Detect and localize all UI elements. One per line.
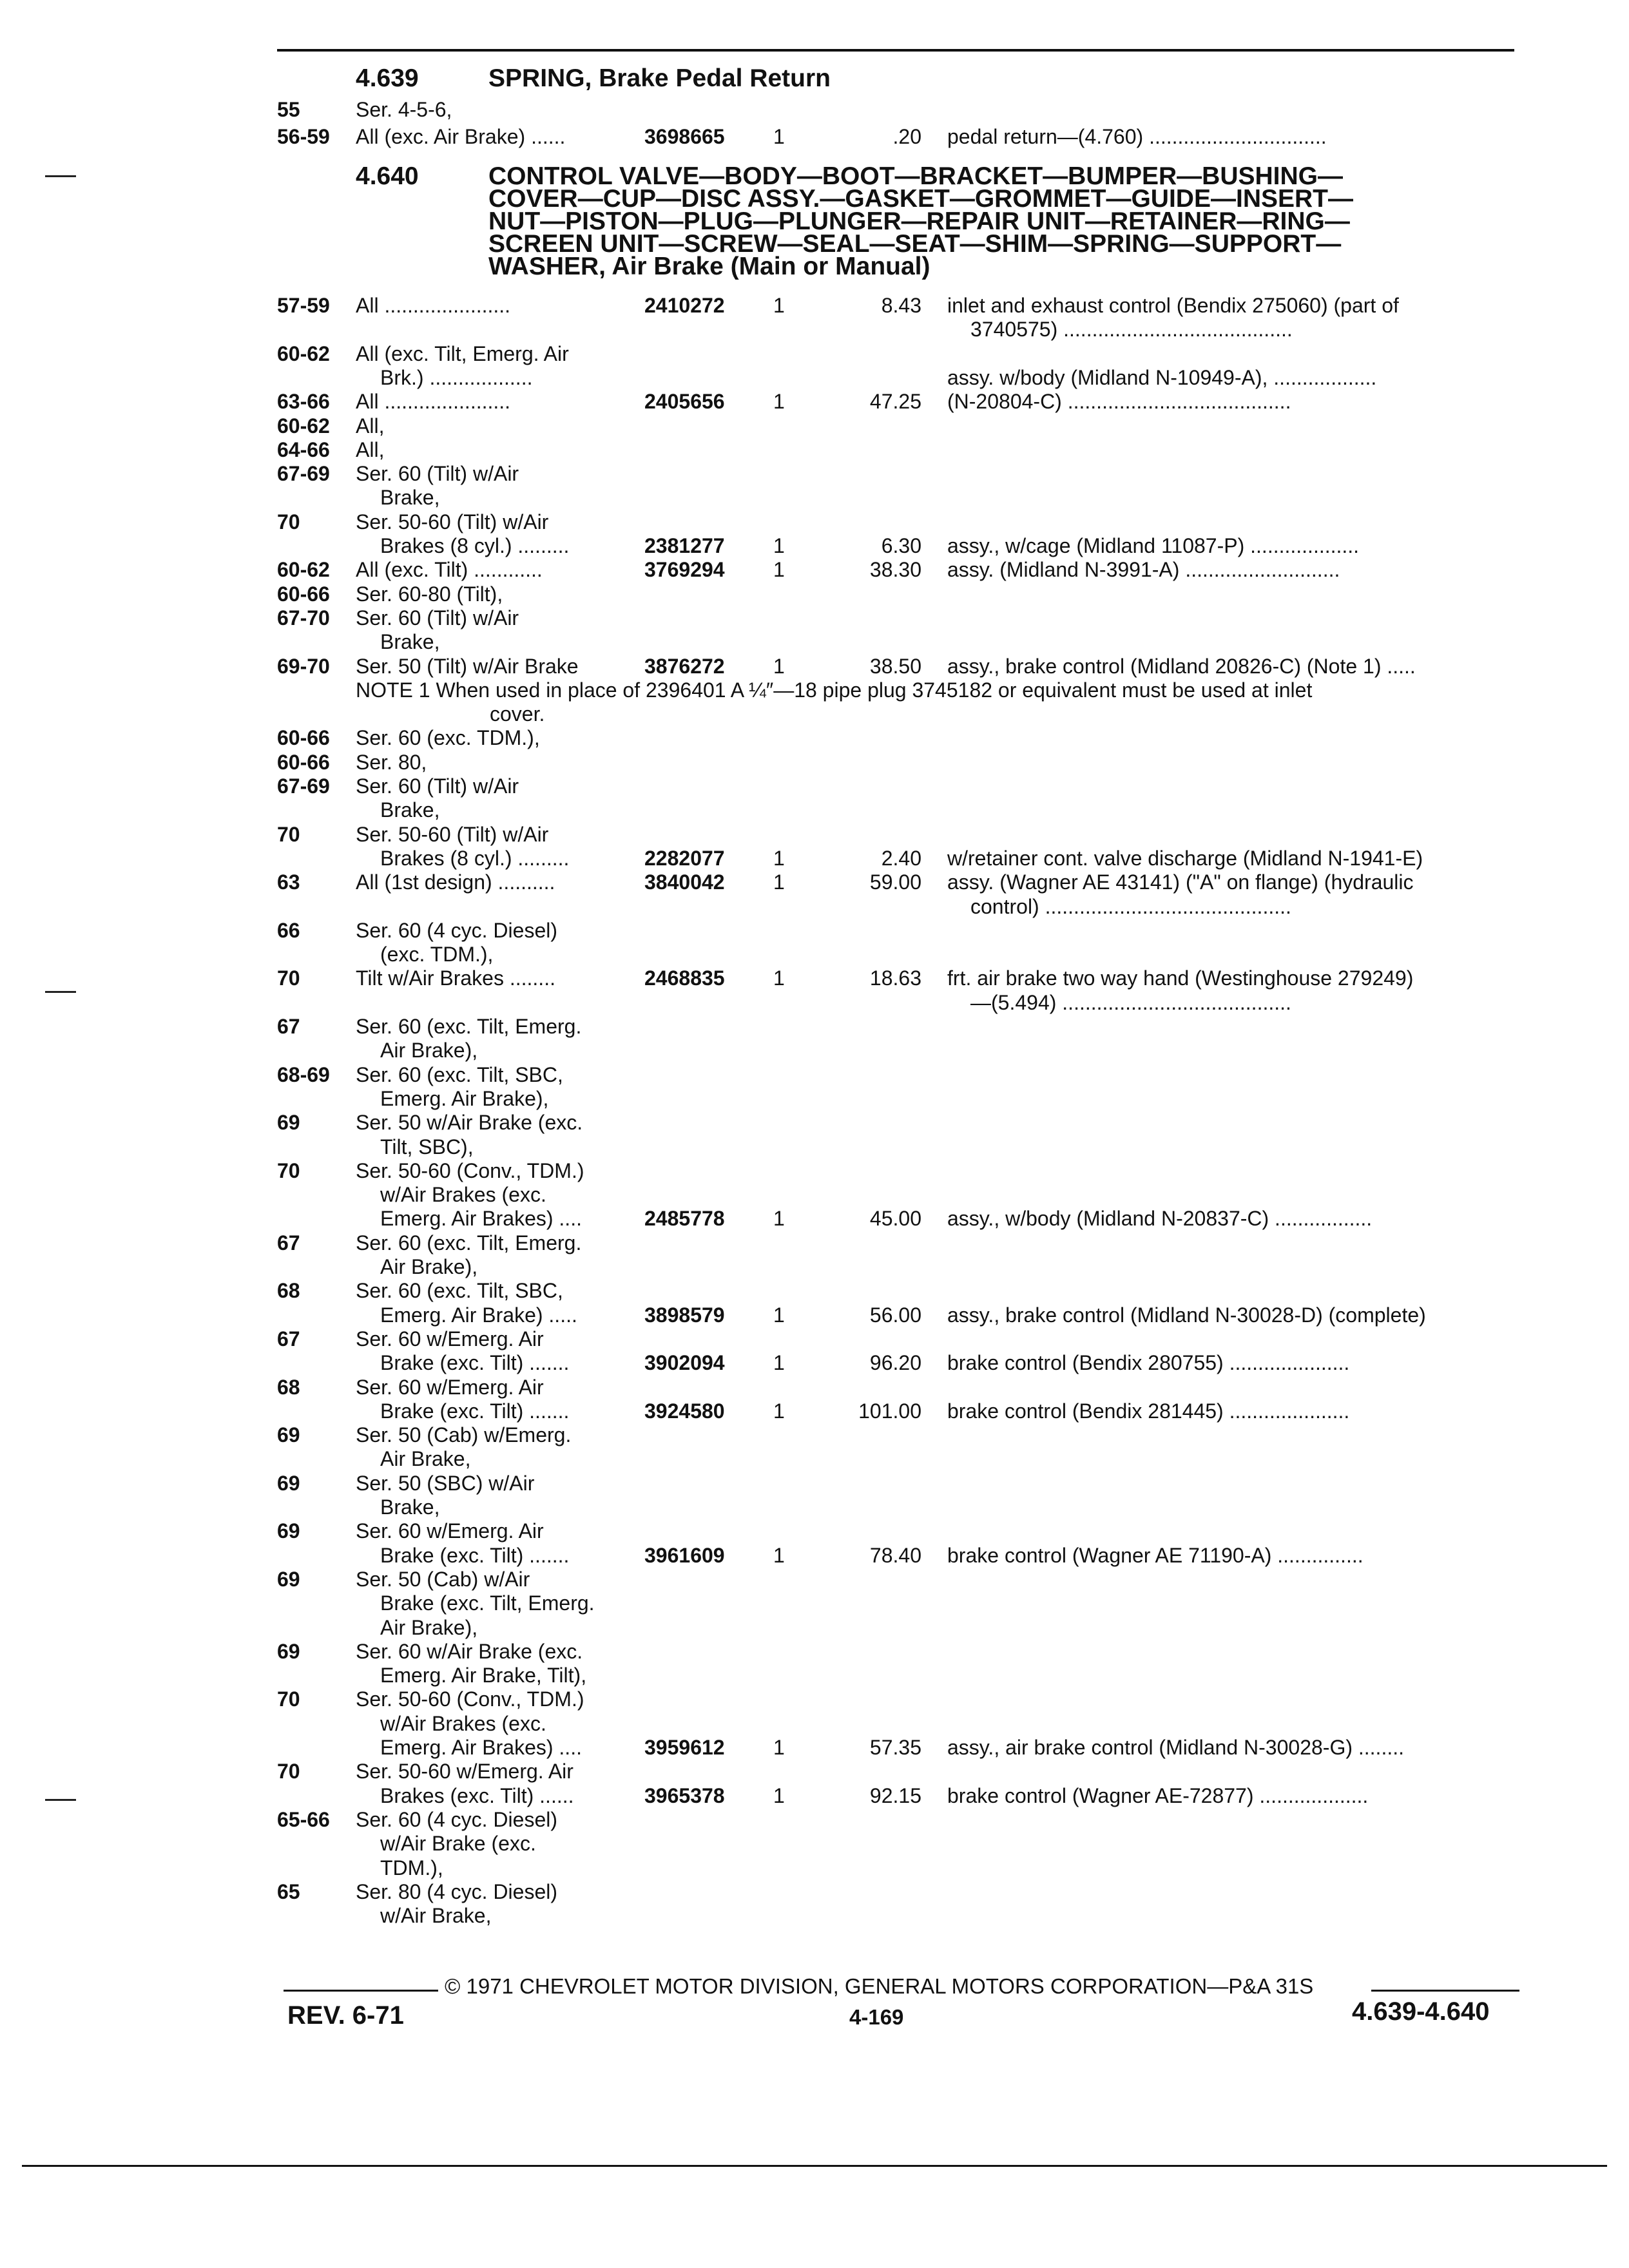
description: Ser. 80 (4 cyc. Diesel) [356,1879,557,1903]
model-years: 69 [277,1423,300,1447]
section-title-line: SCREEN UNIT—SCREW—SEAL—SEAT—SHIM—SPRING—SUPPORT— [488,230,1342,258]
description: All (1st design) .......... [356,870,555,894]
description: Emerg. Air Brake) ..... [380,1303,577,1327]
description: w/Air Brake (exc. [380,1832,536,1856]
table-row [0,558,1629,582]
quantity: 1 [773,294,785,317]
bottom-rule [22,2165,1607,2167]
model-years: 69 [277,1471,300,1495]
quantity: 1 [773,654,785,678]
footer-rule [284,1990,438,1992]
note-text: NOTE 1 When used in place of 2396401 A ¼″—18 pipe plug 3745182 or equivalent must be used at inlet [356,678,1313,702]
table-row [0,726,1629,751]
description: Ser. 50-60 w/Emerg. Air [356,1760,574,1783]
description: Ser. 80, [356,750,427,774]
part-note: w/retainer cont. valve discharge (Midland N-1941-E) [947,846,1423,870]
model-years: 70 [277,966,300,990]
part-number: 3924580 [644,1399,725,1423]
description: w/Air Brakes (exc. [380,1711,546,1735]
description: All ...................... [356,390,511,414]
table-row [0,798,1629,823]
table-row [0,1039,1629,1063]
model-years: 68 [277,1375,300,1399]
price: 47.25 [869,390,921,414]
table-row [0,582,1629,607]
table-row [0,1544,1629,1568]
description: Ser. 50 (Cab) w/Air [356,1567,530,1591]
model-years: 70 [277,1158,300,1182]
model-years: 70 [277,510,300,533]
table-row [0,870,1629,895]
model-years: 63-66 [277,390,330,414]
model-years: 69 [277,1567,300,1591]
table-row [0,702,1629,727]
description: All, [356,437,385,461]
part-note: assy. (Wagner AE 43141) ("A" on flange) (hydraulic [947,870,1414,894]
price: 78.40 [869,1543,921,1567]
table-row [0,630,1629,655]
model-years: 68 [277,1279,300,1303]
part-note: assy., w/cage (Midland 11087-P) ................... [947,534,1360,557]
part-note: 3740575) ........................................ [970,318,1293,341]
table-row [0,847,1629,871]
table-row [0,678,1629,703]
description: Ser. 60-80 (Tilt), [356,582,503,606]
table-row [0,1784,1629,1809]
description: Ser. 60 (4 cyc. Diesel) [356,1807,557,1831]
description: Brakes (8 cyl.) ......... [380,534,570,557]
model-years: 56-59 [277,125,330,148]
table-row [0,1904,1629,1928]
description: Air Brake, [380,1447,471,1471]
description: Brakes (exc. Tilt) ...... [380,1783,574,1807]
section-title-line: CONTROL VALVE—BODY—BOOT—BRACKET—BUMPER—BUSHING— [488,162,1344,190]
description: Ser. 50-60 (Tilt) w/Air [356,822,549,846]
table-row [0,1376,1629,1400]
table-row [0,1063,1629,1088]
table-row [0,1159,1629,1184]
price: 59.00 [869,870,921,894]
description: Ser. 50-60 (Tilt) w/Air [356,510,549,533]
price: 8.43 [881,294,921,317]
part-note: assy., brake control (Midland N-30028-D) (complete) [947,1303,1426,1327]
model-years: 69 [277,1111,300,1135]
model-years: 67-70 [277,606,330,629]
table-row [0,1351,1629,1376]
model-years: 69 [277,1639,300,1663]
description: Ser. 60 (Tilt) w/Air [356,606,519,629]
table-row [0,655,1629,679]
price: 96.20 [869,1351,921,1375]
model-years: 70 [277,822,300,846]
part-number: 3959612 [644,1736,725,1759]
part-number: 2381277 [644,534,725,557]
table-row [0,1303,1629,1328]
part-number: 3965378 [644,1783,725,1807]
quantity: 1 [773,1736,785,1759]
description: Emerg. Air Brakes) .... [380,1736,582,1759]
table-row [0,895,1629,919]
section-title: SPRING, Brake Pedal Return [488,64,831,92]
table-row [0,1423,1629,1448]
table-row [0,1135,1629,1160]
description: Brake, [380,1495,440,1519]
part-note: frt. air brake two way hand (Westinghouse 279249) [947,966,1414,990]
quantity: 1 [773,846,785,870]
part-number: 3961609 [644,1543,725,1567]
model-years: 69 [277,1519,300,1543]
part-note: brake control (Wagner AE 71190-A) ............... [947,1543,1364,1567]
description: Ser. 50 w/Air Brake (exc. [356,1111,583,1135]
description: Ser. 60 (Tilt) w/Air [356,462,519,486]
quantity: 1 [773,125,785,148]
table-row [0,1687,1629,1712]
table-row [0,1760,1629,1784]
table-row [0,534,1629,559]
table-row [0,1664,1629,1688]
description: Brake, [380,486,440,510]
model-years: 55 [277,98,300,121]
table-row [0,414,1629,439]
table-row [0,991,1629,1015]
part-number: 3698665 [644,125,725,148]
table-row [0,1519,1629,1544]
section-range: 4.639-4.640 [1352,1997,1490,2026]
quantity: 1 [773,390,785,414]
description: All (exc. Air Brake) ...... [356,125,566,148]
part-note: control) ........................................... [970,894,1291,918]
table-row [0,1712,1629,1736]
section-title [488,162,1353,280]
model-years: 60-62 [277,341,330,365]
table-row [0,1736,1629,1760]
table-row [0,1808,1629,1832]
table-row [0,294,1629,318]
part-number: 3769294 [644,558,725,582]
table-row [0,1111,1629,1135]
description: Brk.) .................. [380,365,533,389]
model-years: 67 [277,1015,300,1038]
table-row [0,1832,1629,1856]
model-years: 69-70 [277,654,330,678]
description: Tilt, SBC), [380,1135,474,1158]
model-years: 60-66 [277,750,330,774]
table-row [0,751,1629,775]
model-years: 57-59 [277,294,330,317]
top-rule [277,49,1514,52]
part-number: 2468835 [644,966,725,990]
description: Emerg. Air Brake, Tilt), [380,1664,587,1687]
description: All ...................... [356,294,511,317]
table-row [0,1447,1629,1472]
part-note: assy., w/body (Midland N-20837-C) ................. [947,1207,1373,1231]
page-number: 4-169 [849,2005,904,2029]
quantity: 1 [773,966,785,990]
description: Air Brake), [380,1615,478,1639]
description: Ser. 60 w/Emerg. Air [356,1375,544,1399]
model-years: 70 [277,1687,300,1711]
model-years: 70 [277,1760,300,1783]
table-row [0,823,1629,847]
model-years: 60-62 [277,558,330,582]
description: Ser. 60 w/Emerg. Air [356,1327,544,1350]
part-note: assy. (Midland N-3991-A) ........................... [947,558,1340,582]
description: Ser. 60 w/Emerg. Air [356,1519,544,1543]
price: 6.30 [881,534,921,557]
description: TDM.), [380,1856,443,1879]
table-row [0,1183,1629,1207]
description: Ser. 60 (Tilt) w/Air [356,774,519,798]
description: Air Brake), [380,1039,478,1062]
price: 38.50 [869,654,921,678]
table-row [0,1255,1629,1280]
table-row [0,342,1629,367]
price: 2.40 [881,846,921,870]
description: Ser. 50-60 (Conv., TDM.) [356,1158,584,1182]
table-row [0,1279,1629,1303]
table-row [0,390,1629,414]
table-row [0,125,1629,149]
table-row [0,1399,1629,1424]
part-number: 2485778 [644,1207,725,1231]
price: 57.35 [869,1736,921,1759]
table-row [0,1568,1629,1592]
part-note: assy., brake control (Midland 20826-C) (Note 1) ..... [947,654,1416,678]
section-number: 4.640 [356,162,419,190]
part-note: brake control (Bendix 281445) ..................... [947,1399,1350,1423]
description: Ser. 50 (SBC) w/Air [356,1471,535,1495]
margin-tick [45,175,76,177]
description: Ser. 60 w/Air Brake (exc. [356,1639,583,1663]
description: Ser. 60 (exc. Tilt, Emerg. [356,1015,582,1038]
part-note: inlet and exhaust control (Bendix 275060) (part of [947,294,1399,317]
quantity: 1 [773,1303,785,1327]
section-title-line: COVER—CUP—DISC ASSY.—GASKET—GROMMET—GUIDE—INSERT— [488,185,1353,213]
description: Emerg. Air Brakes) .... [380,1207,582,1231]
price: 18.63 [869,966,921,990]
description: All (exc. Tilt, Emerg. Air [356,341,569,365]
revision-label: REV. 6-71 [287,2001,404,2030]
price: 38.30 [869,558,921,582]
model-years: 63 [277,870,300,894]
quantity: 1 [773,1543,785,1567]
quantity: 1 [773,558,785,582]
description: Brake, [380,630,440,654]
description: Ser. 60 (4 cyc. Diesel) [356,918,557,942]
model-years: 67-69 [277,462,330,486]
part-number: 2410272 [644,294,725,317]
price: 45.00 [869,1207,921,1231]
description: Air Brake), [380,1255,478,1278]
description: All (exc. Tilt) ............ [356,558,543,582]
description: Ser. 60 (exc. Tilt, Emerg. [356,1231,582,1254]
section-title-line: NUT—PISTON—PLUG—PLUNGER—REPAIR UNIT—RETAINER—RING— [488,207,1350,235]
table-row [0,774,1629,799]
quantity: 1 [773,1783,785,1807]
model-years: 67-69 [277,774,330,798]
copyright-line: © 1971 CHEVROLET MOTOR DIVISION, GENERAL MOTORS CORPORATION—P&A 31S [445,1974,1314,1998]
note-text: cover. [490,702,545,726]
part-note: assy., air brake control (Midland N-30028-G) ........ [947,1736,1404,1759]
part-number: 3876272 [644,654,725,678]
part-note: pedal return—(4.760) ............................... [947,125,1327,148]
description: Ser. 50 (Cab) w/Emerg. [356,1423,572,1447]
table-row [0,1495,1629,1520]
part-number: 3898579 [644,1303,725,1327]
description: Ser. 4-5-6, [356,98,452,121]
table-row [0,1616,1629,1640]
table-row [0,1231,1629,1256]
description: Ser. 50 (Tilt) w/Air Brake [356,654,579,678]
price: 92.15 [869,1783,921,1807]
model-years: 65-66 [277,1807,330,1831]
description: Brake, [380,798,440,822]
quantity: 1 [773,1399,785,1423]
description: Brake (exc. Tilt) ....... [380,1351,570,1375]
quantity: 1 [773,534,785,557]
description: Brakes (8 cyl.) ......... [380,846,570,870]
description: w/Air Brake, [380,1904,492,1928]
table-row [0,919,1629,943]
table-row [0,318,1629,342]
description: Brake (exc. Tilt) ....... [380,1543,570,1567]
table-row [0,98,1629,122]
table-row [0,510,1629,535]
description: Brake (exc. Tilt) ....... [380,1399,570,1423]
section-title-line: WASHER, Air Brake (Main or Manual) [488,253,930,280]
part-note: brake control (Wagner AE-72877) ................... [947,1783,1369,1807]
price: 56.00 [869,1303,921,1327]
table-row [0,1015,1629,1039]
table-row [0,1591,1629,1616]
footer-rule [1371,1990,1519,1992]
price: .20 [892,125,921,148]
model-years: 60-66 [277,726,330,750]
part-number: 2405656 [644,390,725,414]
part-number: 2282077 [644,846,725,870]
table-row [0,1327,1629,1352]
part-note: —(5.494) ........................................ [970,990,1291,1014]
quantity: 1 [773,1207,785,1231]
description: (exc. TDM.), [380,943,494,966]
part-note: assy. w/body (Midland N-10949-A), .................. [947,365,1377,389]
table-row [0,1640,1629,1664]
model-years: 67 [277,1231,300,1254]
description: Ser. 60 (exc. TDM.), [356,726,540,750]
quantity: 1 [773,1351,785,1375]
table-row [0,1207,1629,1231]
table-row [0,943,1629,967]
model-years: 65 [277,1879,300,1903]
model-years: 60-66 [277,582,330,606]
quantity: 1 [773,870,785,894]
description: Ser. 60 (exc. Tilt, SBC, [356,1062,563,1086]
price: 101.00 [858,1399,921,1423]
model-years: 64-66 [277,437,330,461]
description: w/Air Brakes (exc. [380,1183,546,1207]
description: Emerg. Air Brake), [380,1086,549,1110]
description: Tilt w/Air Brakes ........ [356,966,555,990]
section-number: 4.639 [356,64,419,92]
table-row [0,1087,1629,1111]
table-row [0,462,1629,486]
part-note: brake control (Bendix 280755) ..................... [947,1351,1350,1375]
table-row [0,966,1629,991]
table-row [0,486,1629,510]
part-note: (N-20804-C) ....................................... [947,390,1291,414]
model-years: 60-62 [277,414,330,437]
table-row [0,1856,1629,1881]
table-row [0,606,1629,631]
part-number: 3840042 [644,870,725,894]
description: Brake (exc. Tilt, Emerg. [380,1591,595,1615]
table-row [0,1472,1629,1496]
model-years: 68-69 [277,1062,330,1086]
table-row [0,438,1629,463]
table-row [0,366,1629,390]
part-number: 3902094 [644,1351,725,1375]
model-years: 67 [277,1327,300,1350]
description: Ser. 50-60 (Conv., TDM.) [356,1687,584,1711]
description: Ser. 60 (exc. Tilt, SBC, [356,1279,563,1303]
table-row [0,1880,1629,1905]
description: All, [356,414,385,437]
model-years: 66 [277,918,300,942]
